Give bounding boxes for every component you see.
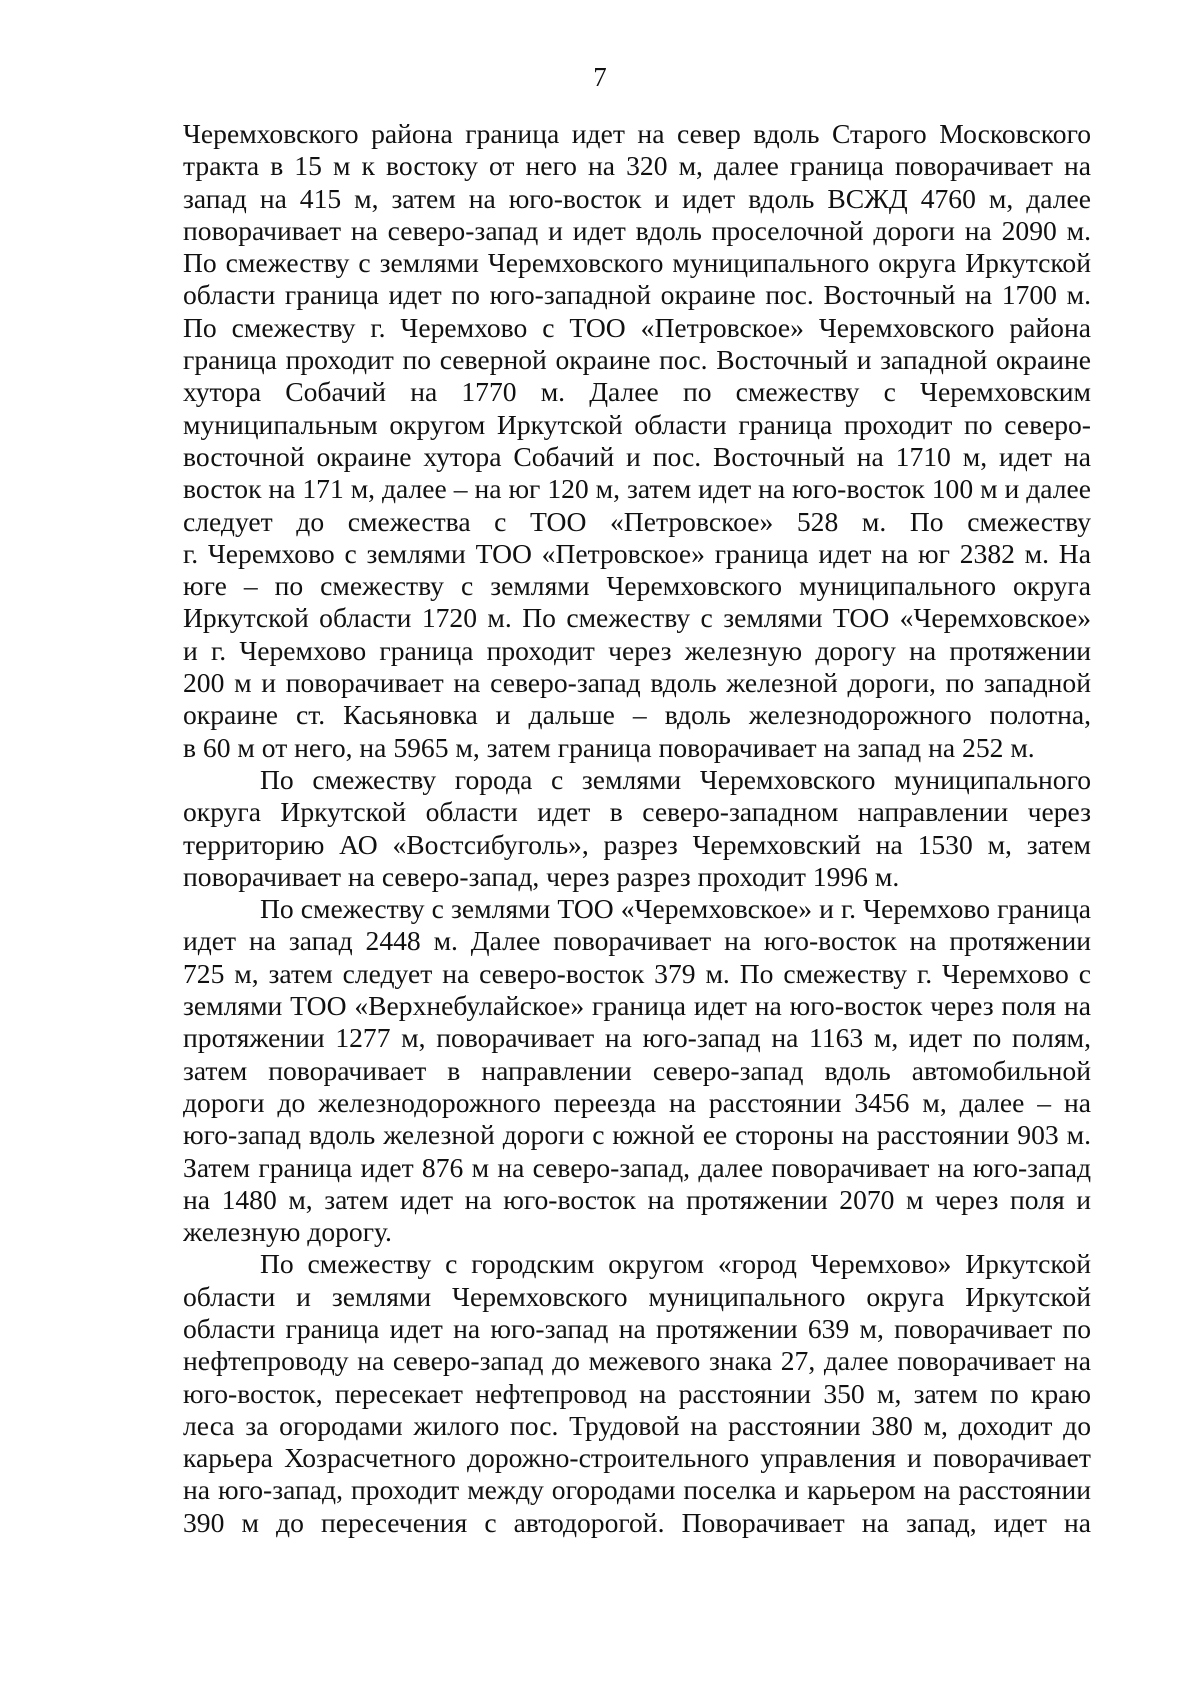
paragraph-line: Иркутской области 1720 м. По смежеству с землями ТОО «Черемховское» (183, 602, 1091, 634)
paragraph-line: и г. Черемхово граница проходит через железную дорогу на протяжении (183, 634, 1091, 666)
paragraph-line: нефтепроводу на северо-запад до межевого знака 27, далее поворачивает на (183, 1345, 1091, 1377)
paragraph-line: железную дорогу. (183, 1216, 392, 1248)
paragraph-line: юго-восток, пересекает нефтепровод на расстоянии 350 м, затем по краю (183, 1377, 1091, 1409)
paragraph-line: граница проходит по северной окраине пос. Восточный и западной окраине (183, 344, 1091, 376)
paragraph (183, 893, 1091, 1248)
paragraph-line: на 1480 м, затем идет на юго-восток на протяжении 2070 м через поля и (183, 1183, 1091, 1215)
page-number: 7 (593, 62, 607, 92)
paragraph-line: г. Черемхово с землями ТОО «Петровское» граница идет на юг 2382 м. На (183, 537, 1091, 569)
paragraph-line: 725 м, затем следует на северо-восток 379 м. По смежеству г. Черемхово с (183, 957, 1091, 989)
paragraph-line: следует до смежества с ТОО «Петровское» 528 м. По смежеству (183, 505, 1091, 537)
paragraph-line: на юго-запад, проходит между огородами поселка и карьером на расстоянии (183, 1474, 1091, 1506)
paragraph-line: Черемховского района граница идет на север вдоль Старого Московского (183, 118, 1091, 149)
paragraph-line: 390 м до пересечения с автодорогой. Поворачивает на запад, идет на (183, 1506, 1091, 1538)
paragraph-line: хутора Собачий на 1770 м. Далее по смежеству с Черемховским (183, 376, 1091, 408)
paragraph-line: восток на 171 м, далее – на юг 120 м, затем идет на юго-восток 100 м и далее (183, 473, 1091, 505)
paragraph-line: идет на запад 2448 м. Далее поворачивает на юго-восток на протяжении (183, 925, 1091, 957)
paragraph-line: По смежеству с землями ТОО «Черемховское» и г. Черемхово граница (260, 893, 1091, 925)
paragraph-line: По смежеству с городским округом «город Черемхово» Иркутской (260, 1248, 1091, 1280)
paragraph-line: По смежеству г. Черемхово с ТОО «Петровское» Черемховского района (183, 311, 1091, 343)
paragraph-line: затем поворачивает в направлении северо-запад вдоль автомобильной (183, 1054, 1091, 1086)
paragraph-line: юго-запад вдоль железной дороги с южной ее стороны на расстоянии 903 м. (183, 1119, 1091, 1151)
paragraph-line: протяжении 1277 м, поворачивает на юго-запад на 1163 м, идет по полям, (183, 1022, 1091, 1054)
paragraph-line: в 60 м от него, на 5965 м, затем граница поворачивает на запад на 252 м. (183, 731, 1035, 763)
paragraph-line: области и землями Черемховского муниципального округа Иркутской (183, 1280, 1091, 1312)
paragraph-line: муниципальным округом Иркутской области граница проходит по северо- (183, 408, 1091, 440)
paragraph-line: округа Иркутской области идет в северо-западном направлении через (183, 796, 1091, 828)
paragraph-line: области граница идет на юго-запад на протяжении 639 м, поворачивает по (183, 1312, 1091, 1344)
paragraph-line: землями ТОО «Верхнебулайское» граница идет на юго-восток через поля на (183, 990, 1091, 1022)
paragraph-line: территорию АО «Востсибуголь», разрез Черемховский на 1530 м, затем (183, 828, 1091, 860)
paragraph-line: области граница идет по юго-западной окраине пос. Восточный на 1700 м. (183, 279, 1091, 311)
paragraph (183, 118, 1091, 764)
paragraph-line: Затем граница идет 876 м на северо-запад, далее поворачивает на юго-запад (183, 1151, 1091, 1183)
paragraph-line: леса за огородами жилого пос. Трудовой на расстоянии 380 м, доходит до (183, 1409, 1091, 1441)
paragraph-line: восточной окраине хутора Собачий и пос. Восточный на 1710 м, идет на (183, 440, 1091, 472)
paragraph-line: окраине ст. Касьяновка и дальше – вдоль железнодорожного полотна, (183, 699, 1091, 731)
paragraph-line: карьера Хозрасчетного дорожно-строительного управления и поворачивает (183, 1442, 1091, 1474)
paragraph-line: поворачивает на северо-запад, через разрез проходит 1996 м. (183, 860, 900, 892)
paragraph-line: юге – по смежеству с землями Черемховского муниципального округа (183, 570, 1091, 602)
paragraph (183, 1248, 1091, 1539)
paragraph-line: По смежеству города с землями Черемховского муниципального (260, 763, 1091, 795)
document-body (183, 118, 1091, 1539)
paragraph-line: тракта в 15 м к востоку от него на 320 м, далее граница поворачивает на (183, 150, 1091, 182)
paragraph-line: 200 м и поворачивает на северо-запад вдоль железной дороги, по западной (183, 667, 1091, 699)
paragraph (183, 764, 1091, 893)
paragraph-line: запад на 415 м, затем на юго-восток и идет вдоль ВСЖД 4760 м, далее (183, 182, 1091, 214)
paragraph-line: дороги до железнодорожного переезда на расстоянии 3456 м, далее – на (183, 1086, 1091, 1118)
paragraph-line: поворачивает на северо-запад и идет вдоль проселочной дороги на 2090 м. (183, 214, 1091, 246)
paragraph-line: По смежеству с землями Черемховского муниципального округа Иркутской (183, 247, 1091, 279)
